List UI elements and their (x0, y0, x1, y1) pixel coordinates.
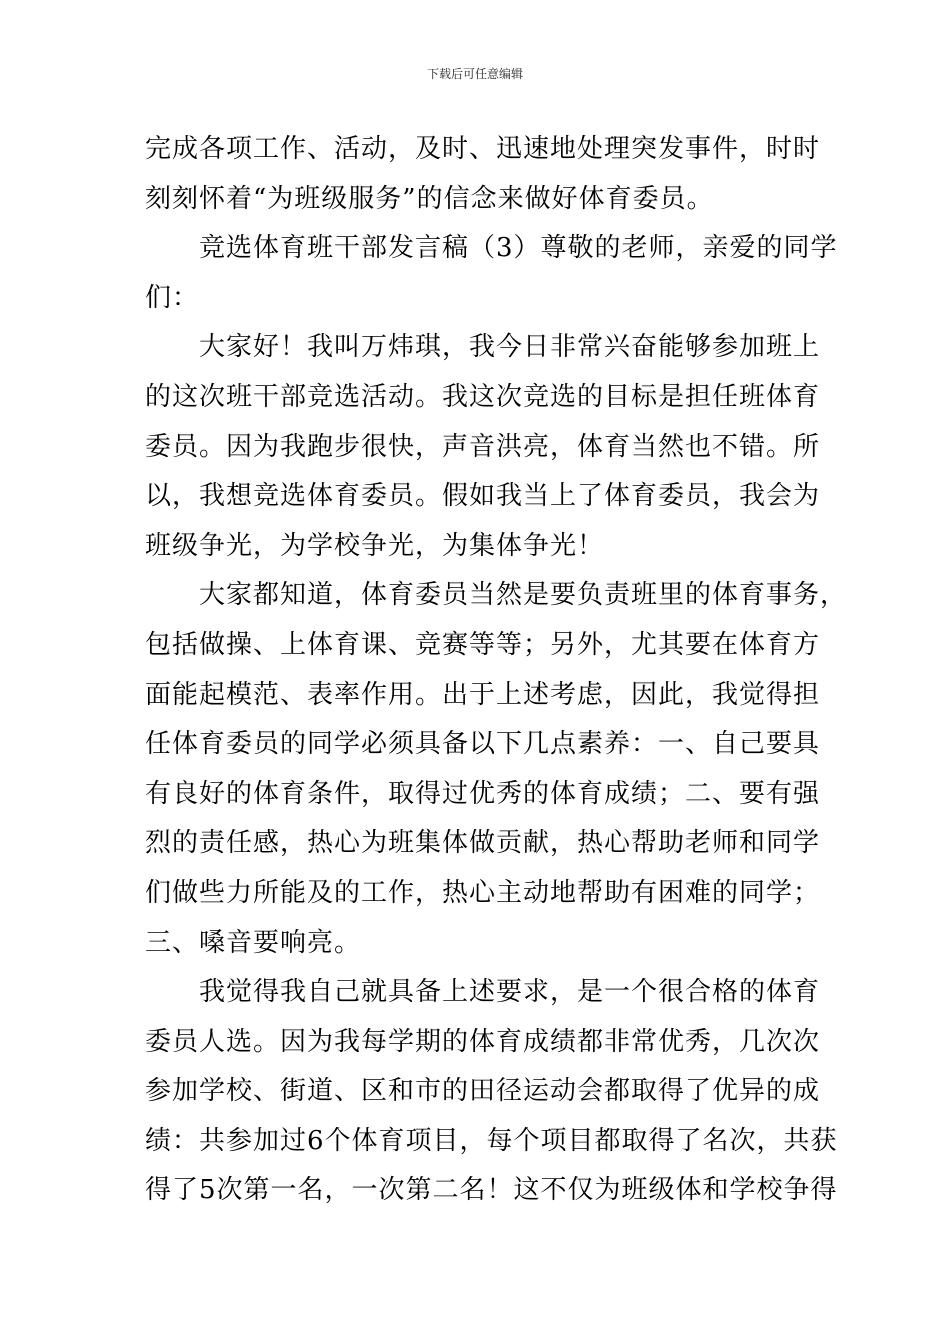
text-line: 绩：共参加过6个体育项目，每个项目都取得了名次，共获 (145, 1125, 838, 1156)
text-line: 大家都知道，体育委员当然是要负责班里的体育事务， (199, 580, 848, 611)
text-line: 刻刻怀着“为班级服务”的信念来做好体育委员。 (145, 183, 714, 214)
document-body (145, 125, 848, 1216)
text-line: 我觉得我自己就具备上述要求，是一个很合格的体育 (199, 977, 821, 1008)
text-line: 烈的责任感，热心为班集体做贡献，热心帮助老师和同学 (145, 828, 821, 859)
text-line: 包括做操、上体育课、竞赛等等；另外，尤其要在体育方 (145, 629, 821, 660)
text-line: 面能起模范、表率作用。出于上述考虑，因此，我觉得担 (145, 679, 821, 710)
text-line: 以，我想竞选体育委员。假如我当上了体育委员，我会为 (145, 481, 821, 512)
text-line: 班级争光，为学校争光，为集体争光！ (145, 530, 605, 561)
text-line: 竞选体育班干部发言稿（3）尊敬的老师，亲爱的同学 (199, 233, 838, 264)
paragraph-2 (145, 224, 838, 323)
paragraph-4 (145, 571, 848, 968)
page-header: 下载后可任意编辑 (426, 67, 523, 81)
text-line: 完成各项工作、活动，及时、迅速地处理突发事件，时时 (145, 134, 821, 164)
text-line: 参加学校、街道、区和市的田径运动会都取得了优异的成 (145, 1076, 821, 1107)
text-line: 得了5次第一名，一次第二名！这不仅为班级体和学校争得 (145, 1175, 838, 1206)
text-line: 们做些力所能及的工作，热心主动地帮助有困难的同学； (145, 877, 821, 908)
paragraph-5 (145, 968, 838, 1216)
text-line: 任体育委员的同学必须具备以下几点素养：一、自己要具 (145, 729, 821, 760)
text-line: 委员。因为我跑步很快，声音洪亮，体育当然也不错。所 (145, 431, 821, 462)
text-line: 有良好的体育条件，取得过优秀的体育成绩；二、要有强 (145, 778, 821, 809)
paragraph-1 (145, 125, 821, 224)
text-line: 三、嗓音要响亮。 (145, 927, 362, 958)
text-line: 大家好！我叫万炜琪，我今日非常兴奋能够参加班上 (199, 332, 821, 363)
text-line: 委员人选。因为我每学期的体育成绩都非常优秀，几次次 (145, 1026, 821, 1057)
text-line: 们： (145, 282, 200, 313)
text-line: 的这次班干部竞选活动。我这次竞选的目标是担任班体育 (145, 381, 821, 412)
paragraph-3 (145, 323, 821, 571)
